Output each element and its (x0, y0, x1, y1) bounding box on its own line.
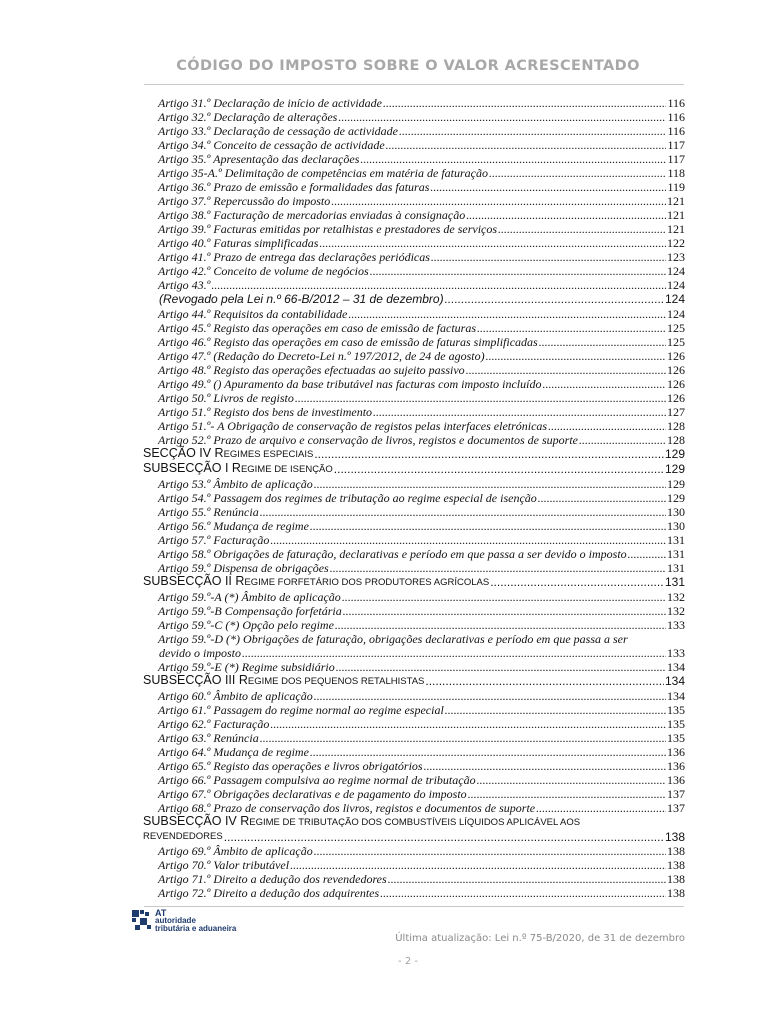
toc-entry[interactable] (143, 547, 685, 561)
toc-page-number: 138 (664, 830, 685, 844)
toc-entry-label: Artigo 59.º-A (*) Âmbito de aplicação (158, 590, 341, 604)
toc-entry[interactable] (143, 801, 685, 815)
leader-dots (314, 477, 666, 491)
toc-entry[interactable] (143, 419, 685, 433)
toc-section-heading-cont[interactable] (143, 830, 685, 844)
toc-entry-label: Artigo 52.º Prazo de arquivo e conservação de livros, registos e documentos de suporte (158, 433, 578, 447)
toc-page-number: 138 (667, 844, 685, 858)
toc-entry[interactable] (143, 590, 685, 604)
toc-entry[interactable] (143, 405, 685, 419)
toc-entry[interactable] (143, 717, 685, 731)
toc-page-number: 124 (667, 264, 685, 278)
toc-page-number: 125 (667, 321, 685, 335)
toc-entry[interactable] (143, 264, 685, 278)
toc-page-number: 121 (667, 222, 685, 236)
logo-at: AT (155, 908, 167, 918)
toc-entry[interactable] (143, 250, 685, 264)
toc-entry[interactable] (143, 731, 685, 745)
toc-entry[interactable] (143, 646, 685, 660)
toc-page-number: 135 (667, 731, 685, 745)
section-heading-small: EGIME DE TRIBUTAÇÃO DOS COMBUSTÍVEIS LÍQUIDOS APLICÁVEL AOS (249, 817, 581, 828)
leader-dots (211, 278, 666, 292)
toc-section-heading[interactable] (143, 447, 685, 462)
toc-page-number: 132 (667, 604, 685, 618)
toc-page-number: 123 (667, 250, 685, 264)
toc-entry[interactable] (143, 307, 685, 321)
toc-entry-label: (Revogado pela Lei n.º 66-B/2012 – 31 de dezembro) (159, 292, 444, 306)
toc-entry-label: Artigo 35.º Apresentação das declarações (158, 152, 360, 166)
leader-dots (310, 519, 666, 533)
toc-page-number: 131 (664, 575, 685, 589)
toc-entry[interactable] (143, 745, 685, 759)
toc-entry[interactable] (143, 391, 685, 405)
section-heading-small-cont: REVENDEDORES (143, 831, 223, 842)
leader-dots (388, 872, 666, 886)
toc-entry-label: Artigo 72.º Direito a dedução dos adquirentes (158, 886, 380, 900)
toc-entry-label: Artigo 36.º Prazo de emissão e formalidades das faturas (158, 180, 430, 194)
toc-entry[interactable] (143, 166, 685, 180)
toc-entry-label: Artigo 33.º Declaração de cessação de actividade (158, 124, 398, 138)
toc-entry-label: Artigo 57.º Facturação (158, 533, 270, 547)
toc-entry-label: Artigo 45.º Registo das operações em caso de emissão de facturas (158, 321, 477, 335)
toc-page-number: 137 (667, 801, 685, 815)
leader-dots (383, 96, 666, 110)
toc-entry-label: Artigo 53.º Âmbito de aplicação (158, 477, 313, 491)
leader-dots (386, 138, 667, 152)
toc-entry-label: Artigo 39.º Facturas emitidas por retalhistas e prestadores de serviços (158, 222, 498, 236)
section-heading-small: EGIME FORFETÁRIO DOS PRODUTORES AGRÍCOLAS (244, 577, 490, 588)
toc-entry-label: Artigo 37.º Repercussão do imposto (158, 194, 331, 208)
toc-entry-label: Artigo 55.º Renúncia (158, 505, 259, 519)
toc-entry-label: Artigo 44.º Requisitos da contabilidade (158, 307, 348, 321)
leader-dots (579, 433, 666, 447)
toc-page-number: 134 (664, 674, 685, 688)
toc-section-heading[interactable] (143, 462, 685, 477)
toc-page-number: 119 (667, 180, 685, 194)
toc-page-number: 134 (667, 660, 685, 674)
section-heading-big: SECÇÃO IV R (143, 446, 224, 460)
toc-entry-label: Artigo 67.º Obrigações declarativas e de pagamento do imposto (158, 787, 467, 801)
leader-dots (445, 292, 664, 307)
leader-dots (468, 787, 666, 801)
leader-dots (430, 180, 666, 194)
leader-dots (331, 194, 666, 208)
toc-entry[interactable] (143, 349, 685, 363)
toc-page-number: 122 (667, 236, 685, 250)
leader-dots (330, 561, 666, 575)
toc-entry-label: Artigo 64.º Mudança de regime (158, 745, 309, 759)
toc-entry[interactable] (143, 660, 685, 674)
toc-page-number: 127 (667, 405, 685, 419)
leader-dots (466, 208, 666, 222)
toc-entry-label: Artigo 62.º Facturação (158, 717, 270, 731)
toc-entry-label: Artigo 41.º Prazo de entrega das declarações periódicas (158, 250, 430, 264)
toc-page-number: 131 (667, 533, 685, 547)
leader-dots (380, 886, 666, 900)
section-heading-big: SUBSECÇÃO IV R (143, 814, 250, 828)
toc-page-number: 117 (667, 152, 685, 166)
toc-entry-label: Artigo 56.º Mudança de regime (158, 519, 309, 533)
toc-page-number: 136 (667, 745, 685, 759)
toc-page-number: 135 (667, 703, 685, 717)
toc-page-number: 128 (667, 433, 685, 447)
toc-entry-label: Artigo 58.º Obrigações de faturação, declarativas e período em que passa a ser devido o imposto (158, 547, 627, 561)
at-logo (131, 908, 241, 934)
toc-page-number: 126 (667, 349, 685, 363)
leader-dots (270, 533, 666, 547)
toc-entry[interactable] (143, 292, 685, 307)
leader-dots (260, 731, 666, 745)
leader-dots (425, 674, 664, 689)
leader-dots (477, 773, 666, 787)
leader-dots (445, 703, 666, 717)
toc-entry-label[interactable]: Artigo 59.º-D (*) Obrigações de faturação, obrigações declarativas e período em que passa a ser (158, 632, 628, 646)
leader-dots (342, 590, 666, 604)
logo-line1: autoridade (155, 916, 196, 925)
toc-entry-label: Artigo 63.º Renúncia (158, 731, 259, 745)
toc-entry[interactable] (143, 180, 685, 194)
toc-entry-label: Artigo 66.º Passagem compulsiva ao regime normal de tributação (158, 773, 476, 787)
leader-dots (224, 830, 664, 844)
toc-entry[interactable] (143, 703, 685, 717)
toc-page-number: 131 (667, 561, 685, 575)
leader-dots (373, 405, 666, 419)
toc-entry[interactable] (143, 787, 685, 801)
toc-entry-label: Artigo 49.º () Apuramento da base tributável nas facturas com imposto incluído (158, 377, 542, 391)
toc-page-number: 131 (667, 547, 685, 561)
leader-dots (628, 547, 666, 561)
toc-page-number: 128 (667, 419, 685, 433)
toc-entry-label: Artigo 35-A.º Delimitação de competências em matéria de faturação (158, 166, 488, 180)
leader-dots (490, 575, 664, 590)
toc-entry-label: Artigo 50.º Livros de registo (158, 391, 294, 405)
toc-entry[interactable] (143, 208, 685, 222)
toc-entry-label: Artigo 59.º-B Compensação forfetária (158, 604, 342, 618)
toc-page-number: 116 (667, 96, 685, 110)
toc-entry[interactable] (143, 96, 685, 110)
at-logo-icon (131, 908, 153, 932)
leader-dots (536, 801, 666, 815)
toc-page-number: 138 (667, 886, 685, 900)
table-of-contents (143, 96, 685, 900)
toc-entry[interactable] (143, 886, 685, 900)
toc-entry-label: Artigo 34.º Conceito de cessação de actividade (158, 138, 385, 152)
toc-entry-label: Artigo 71.º Direito a dedução dos revendedores (158, 872, 387, 886)
leader-dots (295, 391, 666, 405)
toc-entry[interactable] (143, 844, 685, 858)
toc-page-number: 138 (667, 872, 685, 886)
toc-page-number: 129 (667, 491, 685, 505)
toc-entry[interactable] (143, 152, 685, 166)
toc-page-number: 129 (664, 447, 685, 461)
toc-entry[interactable] (143, 477, 685, 491)
toc-entry[interactable] (143, 872, 685, 886)
toc-page-number: 130 (667, 519, 685, 533)
toc-entry[interactable] (143, 377, 685, 391)
leader-dots (260, 505, 666, 519)
toc-entry-label: Artigo 54.º Passagem dos regimes de tributação ao regime especial de isenção (158, 491, 537, 505)
toc-entry[interactable] (143, 433, 685, 447)
leader-dots (310, 745, 666, 759)
page-number: - 2 - (398, 956, 418, 967)
toc-entry-label: Artigo 47.º (Redação do Decreto-Lei n.º 197/2012, de 24 de agosto) (158, 349, 485, 363)
footer-divider (144, 906, 684, 907)
toc-section-heading[interactable] (143, 575, 685, 590)
section-heading-big: SUBSECÇÃO III R (143, 673, 248, 687)
leader-dots (314, 689, 666, 703)
toc-entry[interactable] (143, 278, 685, 292)
toc-entry-label: Artigo 61.º Passagem do regime normal ao regime especial (158, 703, 444, 717)
toc-page-number: 136 (667, 759, 685, 773)
toc-page-number: 116 (667, 124, 685, 138)
toc-entry[interactable] (143, 519, 685, 533)
toc-entry[interactable] (143, 505, 685, 519)
leader-dots (334, 462, 664, 477)
leader-dots (290, 858, 666, 872)
leader-dots (539, 335, 666, 349)
section-heading-big: SUBSECÇÃO II R (143, 574, 245, 588)
logo-line2: tributária e aduaneira (155, 924, 237, 933)
toc-entry[interactable] (143, 124, 685, 138)
leader-dots (370, 264, 666, 278)
leader-dots (399, 124, 666, 138)
toc-entry-label: Artigo 70.º Valor tributável (158, 858, 290, 872)
toc-page-number: 133 (667, 646, 685, 660)
toc-page-number: 132 (667, 590, 685, 604)
toc-entry[interactable] (143, 561, 685, 575)
toc-entry-label: Artigo 59.º Dispensa de obrigações (158, 561, 329, 575)
toc-page-number: 129 (664, 462, 685, 476)
leader-dots (314, 447, 664, 462)
toc-page-number: 121 (667, 194, 685, 208)
section-heading-small: EGIME DOS PEQUENOS RETALHISTAS (247, 676, 425, 687)
section-heading-big: SUBSECÇÃO I R (143, 461, 241, 475)
toc-entry[interactable] (143, 858, 685, 872)
toc-page-number: 118 (667, 166, 685, 180)
leader-dots (538, 491, 666, 505)
toc-entry-label: Artigo 31.º Declaração de início de actividade (158, 96, 382, 110)
toc-page-number: 130 (667, 505, 685, 519)
toc-entry-label: Artigo 42.º Conceito de volume de negócios (158, 264, 369, 278)
toc-page-number: 136 (667, 773, 685, 787)
toc-page-number: 126 (667, 363, 685, 377)
toc-entry-label: Artigo 60.º Âmbito de aplicação (158, 689, 313, 703)
toc-entry[interactable] (143, 491, 685, 505)
toc-page-number: 125 (667, 335, 685, 349)
toc-entry-label: Artigo 40.º Faturas simplificadas (158, 236, 319, 250)
toc-section-heading[interactable] (143, 674, 685, 689)
toc-entry-label: Artigo 65.º Registo das operações e livros obrigatórios (158, 759, 423, 773)
toc-entry[interactable] (143, 236, 685, 250)
toc-entry[interactable] (143, 222, 685, 236)
leader-dots (431, 250, 666, 264)
toc-entry-label: Artigo 59.º-E (*) Regime subsidiário (158, 660, 335, 674)
last-update-note: Última atualização: Lei n.º 75-B/2020, de 31 de dezembro (395, 933, 685, 944)
toc-entry[interactable] (143, 321, 685, 335)
toc-entry[interactable] (143, 689, 685, 703)
toc-page-number: 116 (667, 110, 685, 124)
leader-dots (360, 152, 666, 166)
toc-page-number: 124 (664, 292, 685, 306)
toc-page-number: 126 (667, 391, 685, 405)
toc-page-number: 138 (667, 858, 685, 872)
leader-dots (335, 618, 666, 632)
toc-entry[interactable] (143, 604, 685, 618)
section-heading-small: EGIMES ESPECIAIS (223, 449, 314, 460)
toc-entry-label-cont: devido o imposto (159, 646, 241, 660)
toc-entry[interactable] (143, 363, 685, 377)
toc-entry[interactable] (143, 194, 685, 208)
toc-page-number: 135 (667, 717, 685, 731)
toc-page-number: 126 (667, 377, 685, 391)
leader-dots (542, 377, 666, 391)
logo-text (155, 909, 236, 933)
toc-entry[interactable] (143, 759, 685, 773)
leader-dots (242, 646, 666, 660)
toc-page-number: 121 (667, 208, 685, 222)
toc-page-number: 134 (667, 689, 685, 703)
leader-dots (270, 717, 666, 731)
header-divider (144, 84, 684, 85)
leader-dots (466, 363, 666, 377)
toc-entry[interactable] (143, 110, 685, 124)
toc-page-number: 129 (667, 477, 685, 491)
toc-entry-label: Artigo 46.º Registo das operações em caso de emissão de faturas simplificadas (158, 335, 538, 349)
leader-dots (489, 166, 666, 180)
leader-dots (498, 222, 666, 236)
toc-entry[interactable] (143, 618, 685, 632)
leader-dots (336, 660, 666, 674)
leader-dots (319, 236, 666, 250)
toc-entry-label: Artigo 69.º Âmbito de aplicação (158, 844, 313, 858)
leader-dots (348, 307, 666, 321)
leader-dots (477, 321, 666, 335)
toc-page-number: 124 (667, 278, 685, 292)
toc-entry-label: Artigo 43.º (158, 278, 211, 292)
toc-entry[interactable] (143, 533, 685, 547)
toc-entry-label: Artigo 51.º Registo dos bens de investimento (158, 405, 373, 419)
toc-entry-label: Artigo 68.º Prazo de conservação dos livros, registos e documentos de suporte (158, 801, 536, 815)
section-heading-small: EGIME DE ISENÇÃO (240, 464, 333, 475)
toc-entry-label: Artigo 59.º-C (*) Opção pelo regime (158, 618, 334, 632)
leader-dots (548, 419, 666, 433)
toc-page-number: 124 (667, 307, 685, 321)
toc-entry[interactable] (143, 335, 685, 349)
toc-entry[interactable] (143, 773, 685, 787)
toc-section-heading[interactable] (143, 815, 685, 830)
leader-dots (338, 110, 666, 124)
toc-entry-label: Artigo 48.º Registo das operações efectuadas ao sujeito passivo (158, 363, 465, 377)
toc-entry-label: Artigo 32.º Declaração de alterações (158, 110, 338, 124)
toc-page-number: 117 (667, 138, 685, 152)
leader-dots (314, 844, 666, 858)
toc-entry-label: Artigo 51.º- A Obrigação de conservação de registos pelas interfaces eletrónicas (158, 419, 548, 433)
toc-page-number: 137 (667, 787, 685, 801)
page-title: CÓDIGO DO IMPOSTO SOBRE O VALOR ACRESCENTADO (176, 58, 640, 74)
leader-dots (486, 349, 666, 363)
leader-dots (343, 604, 666, 618)
toc-entry[interactable] (143, 138, 685, 152)
toc-entry-label: Artigo 38.º Facturação de mercadorias enviadas à consignação (158, 208, 466, 222)
toc-page-number: 133 (667, 618, 685, 632)
leader-dots (424, 759, 666, 773)
